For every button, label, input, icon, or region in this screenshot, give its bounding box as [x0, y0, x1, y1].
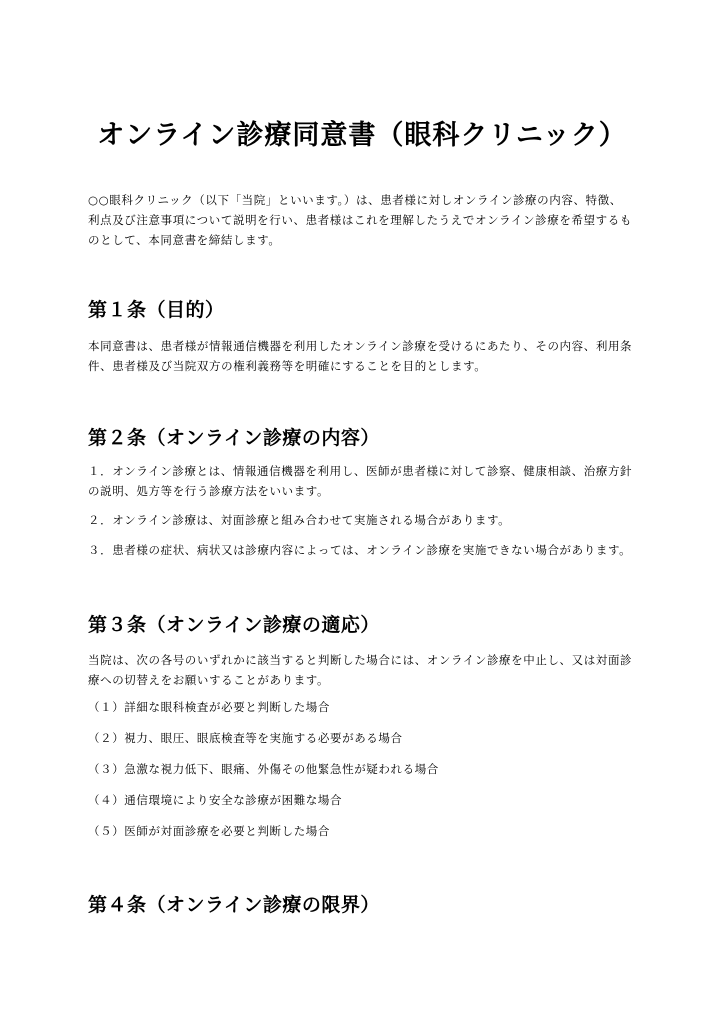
article3-list-item: [88, 821, 644, 841]
article3-list-item: [88, 759, 644, 779]
article3-list-item-text: （１）詳細な眼科検査が必要と判断した場合: [88, 700, 330, 714]
article2-item2: [88, 510, 644, 530]
article2-heading: 第２条（オンライン診療の内容）: [88, 427, 380, 449]
article3-body: [88, 650, 644, 690]
article2-item1: [88, 461, 644, 501]
article3-line: 療への切替えをお願いすることがあります。: [88, 673, 330, 687]
article3-list-item-text: （３）急激な視力低下、眼痛、外傷その他緊急性が疑われる場合: [88, 762, 439, 776]
article3-line: 当院は、次の各号のいずれかに該当すると判断した場合には、オンライン診療を中止し、又は対面診: [88, 653, 633, 667]
article3-list-item-text: （４）通信環境により安全な診療が困難な場合: [88, 793, 343, 807]
article3-list-item: [88, 728, 644, 748]
article1-line: 本同意書は、患者様が情報通信機器を利用したオンライン診療を受けるにあたり、その内容、利用条: [88, 339, 633, 353]
article2-item3-line: ３．患者様の症状、病状又は診療内容によっては、オンライン診療を実施できない場合があります。: [88, 543, 632, 557]
document-title: オンライン診療同意書（眼科クリニック）: [97, 120, 627, 151]
article3-list-item: [88, 790, 644, 810]
article3-list-item-text: （５）医師が対面診療を必要と判断した場合: [88, 824, 330, 838]
article2-item1-line: １．オンライン診療とは、情報通信機器を利用し、医師が患者様に対して診察、健康相談、治療方針: [88, 464, 633, 478]
article1-heading: 第１条（目的）: [88, 299, 225, 321]
intro-line: 利点及び注意事項について説明を行い、患者様はこれを理解したうえでオンライン診療を希望するも: [88, 213, 632, 227]
article2-item2-line: ２．オンライン診療は、対面診療と組み合わせて実施される場合があります。: [88, 513, 511, 527]
article3-heading: 第３条（オンライン診療の適応）: [88, 614, 380, 636]
article3-list-item-text: （２）視力、眼圧、眼底検査等を実施する必要がある場合: [88, 731, 403, 745]
intro-line: ○○眼科クリニック（以下「当院」といいます。）は、患者様に対しオンライン診療の内容、特徴、: [88, 193, 622, 207]
article4-heading: 第４条（オンライン診療の限界）: [88, 894, 380, 916]
intro-line: のとして、本同意書を締結します。: [88, 233, 281, 247]
intro-paragraph: [88, 190, 644, 250]
article2-item3: [88, 540, 644, 560]
article2-item1-line: の説明、処方等を行う診療方法をいいます。: [88, 484, 330, 498]
article1-line: 件、患者様及び当院双方の権利義務等を明確にすることを目的とします。: [88, 359, 487, 373]
article3-list-item: [88, 697, 644, 717]
article1-body: [88, 336, 644, 376]
